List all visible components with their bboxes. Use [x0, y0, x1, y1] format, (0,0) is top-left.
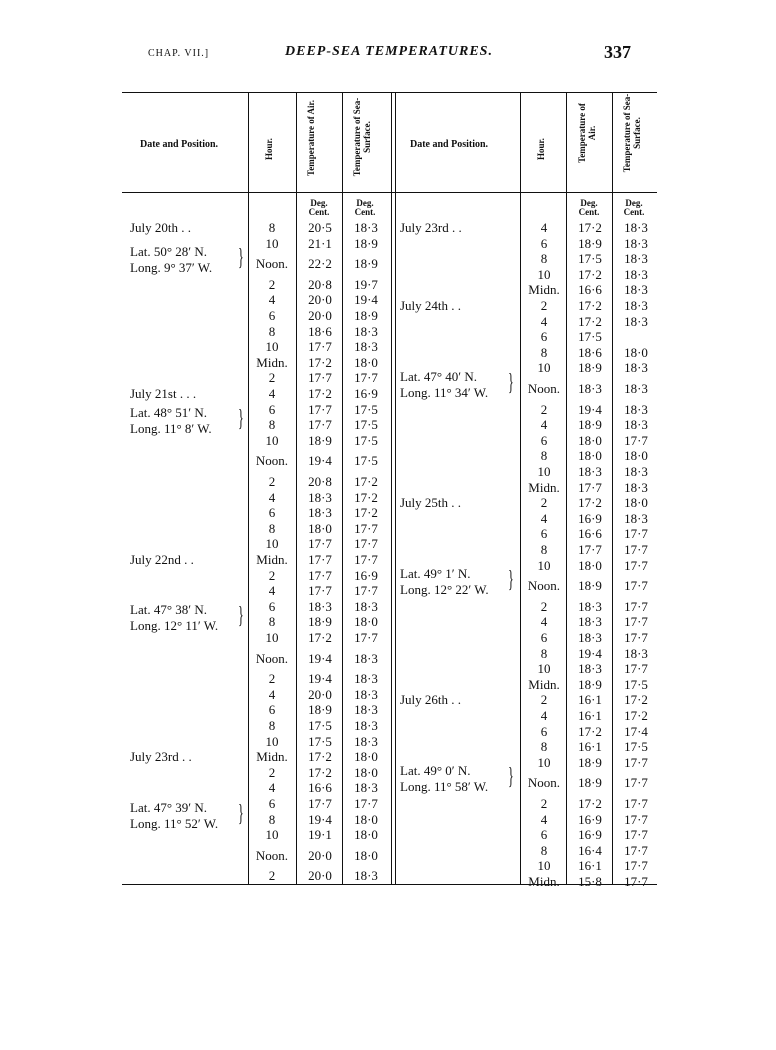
- hour-cell: 10: [537, 661, 551, 677]
- date-label: July 24th . .: [400, 298, 462, 313]
- table-header-rule: [122, 192, 657, 193]
- sea-temp-cell: 17·2: [624, 692, 648, 708]
- sea-temp-cell: 18·3: [354, 718, 378, 733]
- col-divider: [248, 92, 249, 884]
- air-temp-cell: 20·0: [308, 292, 332, 308]
- brace-icon: }: [508, 370, 514, 396]
- hour-cell: 2: [268, 474, 276, 489]
- brace-icon: }: [238, 406, 244, 433]
- air-temp-cell: 17·2: [308, 354, 332, 370]
- hour-cell: 2: [268, 764, 276, 780]
- date-position-header: Date and Position.: [140, 139, 219, 150]
- air-temp-cell: 17·2: [308, 764, 332, 780]
- air-temp-cell: 16·1: [578, 858, 602, 874]
- sea-temp-cell: 17·7: [624, 796, 648, 811]
- air-temp-cell: 16·4: [578, 842, 602, 858]
- air-temp-cell: 17·7: [308, 401, 332, 417]
- hour-cell: 4: [540, 708, 548, 723]
- unit-label: Deg. Cent.: [308, 198, 330, 217]
- sea-temp-cell: 17·7: [354, 520, 378, 536]
- hour-cell: 4: [268, 386, 276, 401]
- air-temp-cell: 17·2: [578, 220, 602, 235]
- hour-cell: 6: [540, 630, 548, 645]
- hour-cell: Midn.: [528, 282, 560, 298]
- position-label: Lat. 50° 28′ N.: [130, 244, 208, 260]
- hour-cell: 2: [268, 567, 276, 583]
- sea-temp-cell: 17·7: [624, 827, 648, 843]
- sea-temp-cell: 18·0: [354, 764, 378, 780]
- hour-cell: Midn.: [528, 874, 560, 889]
- brace-icon: }: [238, 245, 244, 272]
- position-label: Long. 11° 34′ W.: [400, 385, 489, 400]
- air-temp-cell: 17·7: [308, 552, 332, 567]
- hour-cell: 2: [540, 401, 548, 417]
- date-label: July 21st . . .: [130, 386, 197, 401]
- sea-temp-cell: 18·3: [354, 220, 378, 235]
- hour-cell: 2: [540, 495, 548, 511]
- hour-cell: 10: [537, 360, 551, 376]
- hour-cell: Noon.: [527, 578, 561, 594]
- hour-cell: Midn.: [528, 479, 560, 495]
- air-temp-cell: 17·7: [308, 796, 332, 811]
- sea-temp-cell: 18·0: [354, 811, 378, 827]
- air-temp-cell: 18·9: [578, 676, 602, 692]
- brace-icon: }: [238, 800, 244, 827]
- col-divider: [296, 92, 297, 884]
- air-temp-cell: 18·3: [308, 489, 332, 505]
- hour-cell: 4: [540, 417, 548, 433]
- position-label: Lat. 49° 0′ N.: [400, 763, 471, 779]
- hour-cell: 8: [540, 251, 548, 267]
- hour-cell: 6: [268, 796, 276, 811]
- hour-cell: 8: [540, 739, 548, 755]
- hour-cell: 2: [268, 370, 276, 386]
- position-label: Long. 9° 37′ W.: [130, 260, 213, 276]
- running-title: DEEP-SEA TEMPERATURES.: [285, 44, 493, 59]
- sea-temp-cell: 17·7: [624, 874, 648, 889]
- hour-cell: Noon.: [527, 775, 561, 791]
- sea-temp-cell: 17·5: [624, 676, 648, 692]
- air-temp-cell: 20·8: [308, 474, 332, 489]
- brace-icon: }: [238, 603, 244, 630]
- air-temp-cell: 18·3: [578, 598, 602, 614]
- sea-temp-cell: 18·9: [354, 308, 378, 323]
- unit-label: Deg. Cent.: [354, 198, 376, 217]
- air-temp-cell: 18·9: [578, 235, 602, 251]
- sea-temp-cell: 17·7: [624, 614, 648, 630]
- hour-cell: 4: [268, 292, 276, 308]
- sea-temp-cell: 17·7: [624, 630, 648, 645]
- hour-cell: 10: [265, 235, 279, 251]
- air-temp-cell: 17·7: [308, 536, 332, 552]
- air-temp-header: Temperature of Air.: [306, 100, 316, 176]
- position-label: Long. 12° 22′ W.: [400, 582, 489, 598]
- hour-cell: 2: [540, 598, 548, 614]
- col-divider: [612, 92, 613, 884]
- air-temp-cell: 18·9: [308, 702, 332, 718]
- hour-cell: 10: [537, 464, 551, 479]
- sea-temp-cell: 19·4: [354, 292, 378, 308]
- air-temp-cell: 16·1: [578, 708, 602, 723]
- position-label: Long. 11° 52′ W.: [130, 815, 219, 831]
- hour-cell: 6: [268, 401, 276, 417]
- air-temp-cell: 18·9: [578, 578, 602, 594]
- sea-temp-cell: 18·0: [354, 827, 378, 843]
- air-temp-cell: 17·7: [308, 339, 332, 355]
- sea-temp-cell: 18·3: [354, 598, 378, 614]
- col-divider: [520, 92, 521, 884]
- sea-temp-cell: 18·3: [624, 266, 648, 282]
- air-temp-cell: 17·5: [308, 733, 332, 749]
- sea-temp-cell: 18·3: [624, 401, 648, 417]
- air-temp-cell: 18·3: [578, 614, 602, 630]
- air-temp-cell: 17·7: [308, 583, 332, 599]
- hour-cell: 4: [268, 583, 276, 599]
- date-position-header: Date and Position.: [410, 139, 489, 150]
- hour-cell: 8: [540, 842, 548, 858]
- hour-cell: 4: [268, 489, 276, 505]
- hour-cell: 8: [540, 542, 548, 557]
- sea-temp-cell: 18·3: [354, 868, 378, 884]
- air-temp-cell: 16·1: [578, 739, 602, 755]
- hour-cell: 10: [537, 557, 551, 573]
- center-divider: [391, 92, 392, 884]
- sea-temp-cell: 18·3: [354, 671, 378, 687]
- air-temp-cell: 22·2: [308, 256, 332, 272]
- air-temp-cell: 18·3: [578, 661, 602, 677]
- sea-temp-cell: 18·0: [354, 614, 378, 630]
- hour-cell: 6: [540, 723, 548, 739]
- air-temp-cell: 20·0: [308, 847, 332, 863]
- air-temp-cell: 17·7: [308, 567, 332, 583]
- air-temp-cell: 21·1: [308, 235, 332, 251]
- sea-temp-cell: 17·7: [354, 552, 378, 567]
- position-label: Lat. 47° 38′ N.: [130, 602, 208, 618]
- hour-cell: 4: [268, 686, 276, 702]
- sea-temp-cell: 18·3: [624, 360, 648, 376]
- air-temp-cell: 17·7: [308, 370, 332, 386]
- hour-cell: Noon.: [255, 650, 289, 666]
- sea-temp-cell: 16·9: [354, 386, 378, 401]
- sea-temp-cell: 18·3: [624, 220, 648, 235]
- sea-temp-cell: 18·9: [354, 256, 378, 272]
- hour-cell: Midn.: [256, 552, 288, 567]
- air-temp-cell: 20·8: [308, 276, 332, 292]
- air-temp-cell: 18·9: [578, 775, 602, 791]
- air-temp-header: Temperature of Air.: [577, 103, 597, 163]
- sea-temp-cell: 17·7: [624, 754, 648, 770]
- air-temp-cell: 16·9: [578, 811, 602, 827]
- air-temp-cell: 17·5: [578, 329, 602, 345]
- air-temp-cell: 18·3: [308, 505, 332, 521]
- hour-cell: 10: [537, 858, 551, 874]
- position-label: Lat. 47° 39′ N.: [130, 799, 208, 815]
- air-temp-cell: 19·4: [578, 645, 602, 661]
- air-temp-cell: 17·2: [578, 313, 602, 329]
- hour-cell: 8: [268, 520, 276, 536]
- air-temp-cell: 18·0: [578, 557, 602, 573]
- chapter-label: CHAP. VII.]: [148, 48, 210, 59]
- sea-temp-cell: 17·7: [354, 536, 378, 552]
- sea-temp-cell: 16·9: [354, 567, 378, 583]
- air-temp-cell: 16·9: [578, 510, 602, 526]
- air-temp-cell: 18·9: [308, 614, 332, 630]
- center-divider: [395, 92, 396, 884]
- sea-temp-header: Temperature of Sea-Surface.: [622, 93, 642, 173]
- col-divider: [566, 92, 567, 884]
- brace-icon: }: [508, 567, 514, 594]
- sea-temp-cell: 17·7: [354, 796, 378, 811]
- sea-temp-cell: 17·5: [354, 417, 378, 433]
- sea-temp-header: Temperature of Sea-Surface.: [352, 97, 372, 177]
- sea-temp-cell: 18·3: [624, 251, 648, 267]
- sea-temp-cell: 18·0: [624, 448, 648, 464]
- brace-icon: }: [508, 764, 514, 791]
- hour-cell: 10: [265, 733, 279, 749]
- hour-cell: 8: [268, 811, 276, 827]
- unit-label: Deg. Cent.: [623, 198, 645, 217]
- air-temp-cell: 16·6: [308, 780, 332, 796]
- sea-temp-cell: 17·7: [624, 557, 648, 573]
- col-divider: [342, 92, 343, 884]
- sea-temp-cell: 18·0: [624, 495, 648, 511]
- hour-cell: 2: [540, 796, 548, 811]
- hour-cell: 4: [268, 780, 276, 796]
- hour-cell: 4: [540, 811, 548, 827]
- hour-cell: 2: [540, 298, 548, 313]
- sea-temp-cell: 17·5: [354, 453, 378, 469]
- air-temp-cell: 19·4: [308, 671, 332, 687]
- hour-cell: 8: [268, 417, 276, 433]
- hour-cell: 6: [268, 308, 276, 323]
- date-label: July 26th . .: [400, 692, 462, 708]
- sea-temp-cell: 17·7: [624, 858, 648, 874]
- hour-cell: 2: [268, 868, 276, 884]
- air-temp-cell: 18·3: [578, 464, 602, 479]
- hour-cell: 8: [540, 344, 548, 360]
- position-label: Long. 11° 8′ W.: [130, 421, 212, 437]
- sea-temp-cell: 17·7: [354, 370, 378, 386]
- table-top-rule: [122, 92, 657, 93]
- hour-cell: Midn.: [256, 749, 288, 765]
- position-label: Long. 11° 58′ W.: [400, 779, 489, 795]
- hour-cell: 6: [268, 702, 276, 718]
- sea-temp-cell: 18·0: [354, 354, 378, 370]
- sea-temp-cell: 17·5: [354, 401, 378, 417]
- air-temp-cell: 20·0: [308, 868, 332, 884]
- hour-cell: 10: [265, 432, 279, 448]
- hour-cell: 10: [265, 827, 279, 843]
- air-temp-cell: 17·2: [308, 630, 332, 645]
- sea-temp-cell: 18·3: [354, 339, 378, 355]
- hour-header: Hour.: [536, 138, 546, 160]
- position-label: Lat. 48° 51′ N.: [130, 405, 208, 421]
- air-temp-cell: 18·3: [308, 598, 332, 614]
- sea-temp-cell: 17·4: [624, 723, 648, 739]
- air-temp-cell: 19·4: [308, 453, 332, 469]
- air-temp-cell: 16·9: [578, 827, 602, 843]
- sea-temp-cell: 17·7: [624, 775, 648, 791]
- sea-temp-cell: 17·7: [624, 661, 648, 677]
- air-temp-cell: 18·0: [308, 520, 332, 536]
- date-label: July 23rd . .: [130, 749, 192, 765]
- hour-cell: 4: [540, 313, 548, 329]
- air-temp-cell: 17·5: [578, 251, 602, 267]
- hour-cell: Midn.: [256, 354, 288, 370]
- sea-temp-cell: 19·7: [354, 276, 378, 292]
- sea-temp-cell: 17·2: [354, 489, 378, 505]
- position-label: Lat. 47° 40′ N.: [400, 369, 478, 384]
- hour-cell: Noon.: [255, 256, 289, 272]
- hour-cell: Noon.: [255, 847, 289, 863]
- air-temp-cell: 18·6: [578, 344, 602, 360]
- sea-temp-cell: 17·7: [624, 542, 648, 557]
- sea-temp-cell: 17·2: [624, 708, 648, 723]
- sea-temp-cell: 17·7: [624, 842, 648, 858]
- date-label: July 22nd . .: [130, 552, 194, 567]
- sea-temp-cell: 18·3: [354, 686, 378, 702]
- hour-cell: 4: [540, 614, 548, 630]
- sea-temp-cell: 18·0: [354, 847, 378, 863]
- sea-temp-cell: 18·0: [624, 344, 648, 360]
- air-temp-cell: 19·4: [308, 650, 332, 666]
- sea-temp-cell: 18·3: [624, 381, 648, 396]
- hour-cell: Noon.: [255, 453, 289, 469]
- sea-temp-cell: 18·3: [354, 323, 378, 339]
- unit-label: Deg. Cent.: [578, 198, 600, 217]
- sea-temp-cell: 17·7: [624, 598, 648, 614]
- page-number: 337: [604, 42, 631, 62]
- sea-temp-cell: 18·3: [354, 650, 378, 666]
- air-temp-cell: 18·3: [578, 630, 602, 645]
- sea-temp-cell: 18·9: [354, 235, 378, 251]
- air-temp-cell: 17·2: [308, 749, 332, 765]
- hour-cell: 10: [265, 630, 279, 645]
- hour-cell: 6: [268, 505, 276, 521]
- air-temp-cell: 18·0: [578, 448, 602, 464]
- sea-temp-cell: 18·3: [624, 417, 648, 433]
- sea-temp-cell: 18·3: [354, 702, 378, 718]
- air-temp-cell: 17·5: [308, 718, 332, 733]
- air-temp-cell: 18·0: [578, 432, 602, 448]
- hour-cell: 6: [540, 432, 548, 448]
- hour-cell: 8: [540, 645, 548, 661]
- sea-temp-cell: 17·7: [354, 630, 378, 645]
- air-temp-cell: 17·7: [578, 542, 602, 557]
- hour-cell: 2: [268, 276, 276, 292]
- hour-cell: 6: [268, 598, 276, 614]
- air-temp-cell: 17·7: [578, 479, 602, 495]
- air-temp-cell: 18·9: [308, 432, 332, 448]
- air-temp-cell: 18·9: [578, 417, 602, 433]
- air-temp-cell: 18·6: [308, 323, 332, 339]
- hour-cell: 6: [540, 235, 548, 251]
- sea-temp-cell: 18·3: [624, 510, 648, 526]
- sea-temp-cell: 18·3: [624, 479, 648, 495]
- sea-temp-cell: 17·5: [624, 739, 648, 755]
- air-temp-cell: 17·2: [308, 386, 332, 401]
- air-temp-cell: 17·2: [578, 723, 602, 739]
- air-temp-cell: 17·2: [578, 266, 602, 282]
- air-temp-cell: 20·0: [308, 686, 332, 702]
- sea-temp-cell: 17·7: [624, 811, 648, 827]
- hour-cell: 10: [265, 536, 279, 552]
- sea-temp-cell: 18·3: [624, 298, 648, 313]
- sea-temp-cell: 18·3: [624, 235, 648, 251]
- air-temp-cell: 20·0: [308, 308, 332, 323]
- air-temp-cell: 17·2: [578, 298, 602, 313]
- hour-cell: 6: [540, 329, 548, 345]
- sea-temp-cell: 18·3: [354, 780, 378, 796]
- sea-temp-cell: 18·3: [354, 733, 378, 749]
- sea-temp-cell: 17·7: [624, 526, 648, 542]
- sea-temp-cell: 18·0: [354, 749, 378, 765]
- air-temp-cell: 17·2: [578, 796, 602, 811]
- sea-temp-cell: 17·2: [354, 505, 378, 521]
- air-temp-cell: 18·3: [578, 381, 602, 396]
- sea-temp-cell: 17·2: [354, 474, 378, 489]
- hour-cell: 4: [540, 220, 548, 235]
- air-temp-cell: 15·8: [578, 874, 602, 889]
- sea-temp-cell: 17·7: [354, 583, 378, 599]
- hour-cell: 8: [268, 718, 276, 733]
- hour-header: Hour.: [264, 138, 274, 160]
- hour-cell: 8: [268, 323, 276, 339]
- hour-cell: 8: [268, 220, 276, 235]
- air-temp-cell: 19·1: [308, 827, 332, 843]
- air-temp-cell: 18·9: [578, 360, 602, 376]
- position-label: Lat. 49° 1′ N.: [400, 566, 471, 582]
- air-temp-cell: 16·1: [578, 692, 602, 708]
- air-temp-cell: 19·4: [308, 811, 332, 827]
- hour-cell: 10: [537, 266, 551, 282]
- hour-cell: 10: [537, 754, 551, 770]
- date-label: July 23rd . .: [400, 220, 462, 235]
- sea-temp-cell: 18·3: [624, 645, 648, 661]
- sea-temp-cell: 17·7: [624, 432, 648, 448]
- hour-cell: 2: [268, 671, 276, 687]
- hour-cell: 2: [540, 692, 548, 708]
- hour-cell: 6: [540, 827, 548, 843]
- air-temp-cell: 20·5: [308, 220, 332, 235]
- position-label: Long. 12° 11′ W.: [130, 618, 219, 634]
- sea-temp-cell: 17·7: [624, 578, 648, 594]
- air-temp-cell: 17·7: [308, 417, 332, 433]
- sea-temp-cell: 18·3: [624, 282, 648, 298]
- air-temp-cell: 17·2: [578, 495, 602, 511]
- sea-temp-cell: 18·3: [624, 464, 648, 479]
- air-temp-cell: 16·6: [578, 526, 602, 542]
- hour-cell: 10: [265, 339, 279, 355]
- date-label: July 25th . .: [400, 495, 462, 511]
- air-temp-cell: 19·4: [578, 401, 602, 417]
- hour-cell: 4: [540, 510, 548, 526]
- hour-cell: 8: [268, 614, 276, 630]
- hour-cell: 6: [540, 526, 548, 542]
- air-temp-cell: 18·9: [578, 754, 602, 770]
- air-temp-cell: 16·6: [578, 282, 602, 298]
- sea-temp-cell: 17·5: [354, 432, 378, 448]
- hour-cell: 8: [540, 448, 548, 464]
- sea-temp-cell: 18·3: [624, 313, 648, 329]
- date-label: July 20th . .: [130, 220, 192, 235]
- hour-cell: Midn.: [528, 676, 560, 692]
- hour-cell: Noon.: [527, 381, 561, 396]
